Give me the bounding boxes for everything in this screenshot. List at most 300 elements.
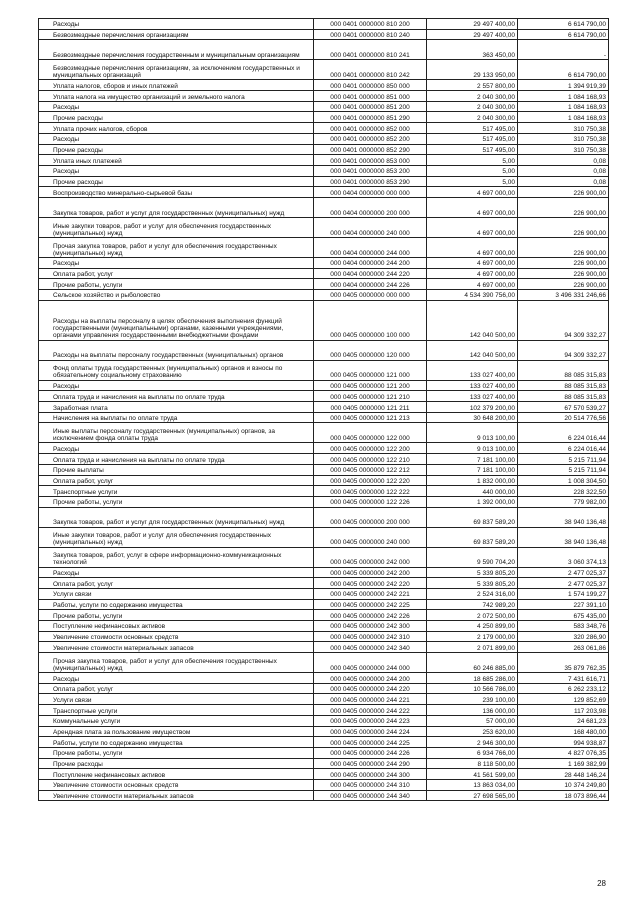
row-approved-cell: 2 072 500,00 [427,610,518,621]
row-approved-cell: 102 379 200,00 [427,402,518,413]
row-code-cell: 000 0405 0000000 244 226 [314,747,427,758]
row-code-cell: 000 0405 0000000 244 200 [314,673,427,684]
row-code-cell: 000 0405 0000000 244 340 [314,790,427,801]
row-approved-cell: 2 071 899,00 [427,642,518,653]
row-name-cell: Прочие расходы [39,176,314,187]
row-approved-cell: 5 339 805,20 [427,567,518,578]
table-row [39,790,609,801]
row-name-cell: Оплата труда и начисления на выплаты по оплате труда [39,391,314,402]
row-name-cell: Услуги связи [39,588,314,599]
row-approved-cell: 142 040 500,00 [427,340,518,360]
row-name-cell: Расходы [39,19,314,30]
row-code-cell: 000 0405 0000000 244 310 [314,779,427,790]
row-code-cell: 000 0405 0000000 122 226 [314,496,427,507]
row-approved-cell: 1 392 000,00 [427,496,518,507]
row-executed-cell: 2 477 025,37 [518,567,609,578]
row-code-cell: 000 0405 0000000 121 200 [314,380,427,391]
row-approved-cell: 253 620,00 [427,726,518,737]
row-approved-cell: 5,00 [427,165,518,176]
row-name-cell: Увеличение стоимости основных средств [39,631,314,642]
row-code-cell: 000 0404 0000000 244 000 [314,237,427,257]
row-name-cell: Закупка товаров, работ и услуг для государственных (муниципальных) нужд [39,197,314,217]
row-name-cell: Арендная плата за пользование имуществом [39,726,314,737]
row-code-cell: 000 0401 0000000 853 290 [314,176,427,187]
row-approved-cell: 60 246 885,00 [427,653,518,673]
row-approved-cell: 7 181 100,00 [427,464,518,475]
budget-table-container [38,18,604,801]
row-approved-cell: 133 027 400,00 [427,380,518,391]
row-code-cell: 000 0405 0000000 244 300 [314,769,427,780]
table-row [39,391,609,402]
row-executed-cell: 6 614 790,00 [518,60,609,80]
table-row [39,779,609,790]
row-code-cell: 000 0404 0000000 244 220 [314,268,427,279]
row-approved-cell: 2 946 300,00 [427,737,518,748]
row-approved-cell: 8 118 500,00 [427,758,518,769]
row-code-cell: 000 0401 0000000 853 000 [314,155,427,166]
row-name-cell: Увеличение стоимости материальных запасов [39,790,314,801]
row-code-cell: 000 0405 0000000 244 290 [314,758,427,769]
row-code-cell: 000 0404 0000000 200 000 [314,197,427,217]
row-name-cell: Расходы [39,567,314,578]
row-code-cell: 000 0401 0000000 810 242 [314,60,427,80]
row-approved-cell: 13 863 034,00 [427,779,518,790]
row-code-cell: 000 0405 0000000 242 221 [314,588,427,599]
row-code-cell: 000 0401 0000000 853 200 [314,165,427,176]
table-row [39,402,609,413]
row-code-cell: 000 0401 0000000 850 000 [314,80,427,91]
row-code-cell: 000 0401 0000000 851 290 [314,112,427,123]
row-executed-cell: 779 982,00 [518,496,609,507]
row-approved-cell: 9 013 100,00 [427,423,518,443]
row-name-cell: Оплата работ, услуг [39,578,314,589]
row-executed-cell: 1 084 168,93 [518,101,609,112]
table-row [39,642,609,653]
row-name-cell: Прочие расходы [39,758,314,769]
table-row [39,144,609,155]
row-code-cell: 000 0405 0000000 200 000 [314,507,427,527]
row-executed-cell: 0,08 [518,176,609,187]
row-name-cell: Поступление нефинансовых активов [39,769,314,780]
table-row [39,496,609,507]
table-row [39,197,609,217]
row-approved-cell: 18 685 286,00 [427,673,518,684]
row-name-cell: Прочая закупка товаров, работ и услуг для обеспечения государственных (муниципальных) нужд [39,237,314,257]
table-row [39,268,609,279]
row-executed-cell: 10 374 249,80 [518,779,609,790]
row-approved-cell: 4 697 000,00 [427,237,518,257]
row-executed-cell: 263 061,86 [518,642,609,653]
row-name-cell: Закупка товаров, работ, услуг в сфере информационно-коммуникационных технологий [39,547,314,567]
row-approved-cell: 5,00 [427,176,518,187]
row-code-cell: 000 0405 0000000 121 213 [314,412,427,423]
table-row [39,290,609,301]
row-code-cell: 000 0405 0000000 242 226 [314,610,427,621]
table-row [39,475,609,486]
row-name-cell: Оплата труда и начисления на выплаты по оплате труда [39,454,314,465]
row-approved-cell: 9 590 704,20 [427,547,518,567]
row-executed-cell: 3 496 331 246,66 [518,290,609,301]
row-executed-cell: 1 169 382,99 [518,758,609,769]
row-code-cell: 000 0405 0000000 120 000 [314,340,427,360]
row-code-cell: 000 0405 0000000 242 340 [314,642,427,653]
table-row [39,300,609,340]
row-code-cell: 000 0405 0000000 100 000 [314,300,427,340]
row-approved-cell: 742 989,20 [427,599,518,610]
row-approved-cell: 29 133 950,00 [427,60,518,80]
row-approved-cell: 1 832 000,00 [427,475,518,486]
row-approved-cell: 517 495,00 [427,133,518,144]
row-name-cell: Заработная плата [39,402,314,413]
table-row [39,694,609,705]
row-code-cell: 000 0404 0000000 240 000 [314,217,427,237]
table-row [39,653,609,673]
row-code-cell: 000 0405 0000000 244 000 [314,653,427,673]
row-code-cell: 000 0405 0000000 242 300 [314,621,427,632]
row-approved-cell: 363 450,00 [427,40,518,60]
row-executed-cell: 6 614 790,00 [518,19,609,30]
table-row [39,133,609,144]
row-approved-cell: 133 027 400,00 [427,360,518,380]
row-name-cell: Работы, услуги по содержанию имущества [39,737,314,748]
table-row [39,340,609,360]
table-row [39,165,609,176]
row-executed-cell: 226 900,00 [518,197,609,217]
row-approved-cell: 440 000,00 [427,486,518,497]
row-name-cell: Иные закупки товаров, работ и услуг для обеспечения государственных (муниципальных) нужд [39,217,314,237]
row-executed-cell: 88 085 315,83 [518,391,609,402]
table-row [39,279,609,290]
table-row [39,527,609,547]
row-executed-cell: 20 514 776,56 [518,412,609,423]
row-code-cell: 000 0405 0000000 122 210 [314,454,427,465]
table-row [39,123,609,134]
row-name-cell: Закупка товаров, работ и услуг для государственных (муниципальных) нужд [39,507,314,527]
row-executed-cell: 675 435,00 [518,610,609,621]
row-name-cell: Расходы [39,443,314,454]
row-approved-cell: 2 040 300,00 [427,91,518,102]
row-name-cell: Прочие расходы [39,112,314,123]
row-executed-cell: 226 900,00 [518,279,609,290]
table-row [39,567,609,578]
row-approved-cell: 29 497 400,00 [427,29,518,40]
row-executed-cell: 35 879 762,35 [518,653,609,673]
row-name-cell: Расходы на выплаты персоналу государственных (муниципальных) органов [39,340,314,360]
table-row [39,758,609,769]
row-code-cell: 000 0405 0000000 244 223 [314,715,427,726]
row-name-cell: Поступление нефинансовых активов [39,621,314,632]
row-executed-cell: 5 215 711,94 [518,464,609,475]
table-row [39,257,609,268]
row-executed-cell: 0,08 [518,165,609,176]
row-executed-cell: 38 940 136,48 [518,507,609,527]
row-code-cell: 000 0405 0000000 122 212 [314,464,427,475]
row-executed-cell: 310 750,38 [518,133,609,144]
row-name-cell: Коммунальные услуги [39,715,314,726]
row-approved-cell: 4 697 000,00 [427,217,518,237]
table-row [39,673,609,684]
row-executed-cell: 94 309 332,27 [518,300,609,340]
table-row [39,464,609,475]
table-row [39,80,609,91]
row-executed-cell: 88 085 315,83 [518,380,609,391]
table-row [39,155,609,166]
table-row [39,621,609,632]
row-executed-cell: 4 827 076,35 [518,747,609,758]
row-name-cell: Услуги связи [39,694,314,705]
row-approved-cell: 69 837 589,20 [427,527,518,547]
row-executed-cell: 1 008 304,50 [518,475,609,486]
row-code-cell: 000 0405 0000000 242 200 [314,567,427,578]
row-approved-cell: 4 697 000,00 [427,279,518,290]
row-name-cell: Расходы на выплаты персоналу в целях обеспечения выполнения функций государственными (муниципальными) органами, казенными учреждениями, органами управления государственными внебюджетными фондами [39,300,314,340]
row-name-cell: Транспортные услуги [39,705,314,716]
table-row [39,631,609,642]
row-approved-cell: 142 040 500,00 [427,300,518,340]
row-approved-cell: 69 837 589,20 [427,507,518,527]
row-approved-cell: 517 495,00 [427,144,518,155]
table-row [39,29,609,40]
row-name-cell: Безвозмездные перечисления организациям, за исключением государственных и муниципальных организаций [39,60,314,80]
row-name-cell: Прочие расходы [39,144,314,155]
row-executed-cell: 1 574 199,27 [518,588,609,599]
row-approved-cell: 41 561 599,00 [427,769,518,780]
row-code-cell: 000 0405 0000000 121 210 [314,391,427,402]
row-code-cell: 000 0405 0000000 000 000 [314,290,427,301]
table-row [39,454,609,465]
row-code-cell: 000 0405 0000000 242 225 [314,599,427,610]
row-code-cell: 000 0405 0000000 242 000 [314,547,427,567]
row-approved-cell: 5,00 [427,155,518,166]
row-code-cell: 000 0401 0000000 810 240 [314,29,427,40]
table-row [39,217,609,237]
row-name-cell: Сельское хозяйство и рыболовство [39,290,314,301]
row-name-cell: Иные закупки товаров, работ и услуг для обеспечения государственных (муниципальных) нужд [39,527,314,547]
row-code-cell: 000 0401 0000000 810 241 [314,40,427,60]
row-code-cell: 000 0405 0000000 121 000 [314,360,427,380]
row-code-cell: 000 0405 0000000 240 000 [314,527,427,547]
table-row [39,486,609,497]
row-name-cell: Увеличение стоимости материальных запасов [39,642,314,653]
row-name-cell: Оплата работ, услуг [39,475,314,486]
row-name-cell: Расходы [39,165,314,176]
row-executed-cell: 226 900,00 [518,237,609,257]
table-row [39,101,609,112]
table-row [39,547,609,567]
row-code-cell: 000 0405 0000000 121 211 [314,402,427,413]
row-executed-cell: 994 938,87 [518,737,609,748]
row-executed-cell: 7 431 616,71 [518,673,609,684]
row-name-cell: Расходы [39,257,314,268]
row-approved-cell: 4 697 000,00 [427,197,518,217]
row-approved-cell: 4 250 899,00 [427,621,518,632]
row-name-cell: Оплата работ, услуг [39,683,314,694]
row-approved-cell: 4 697 000,00 [427,268,518,279]
row-approved-cell: 2 557 800,00 [427,80,518,91]
table-row [39,176,609,187]
row-approved-cell: 57 000,00 [427,715,518,726]
row-executed-cell: 1 084 168,93 [518,91,609,102]
row-code-cell: 000 0405 0000000 122 000 [314,423,427,443]
row-executed-cell: 6 224 016,44 [518,423,609,443]
table-row [39,443,609,454]
table-row [39,40,609,60]
row-code-cell: 000 0401 0000000 852 200 [314,133,427,144]
row-executed-cell: 583 348,76 [518,621,609,632]
row-name-cell: Безвозмездные перечисления государственным и муниципальным организациям [39,40,314,60]
row-executed-cell: 226 900,00 [518,257,609,268]
row-executed-cell: 320 286,90 [518,631,609,642]
table-row [39,769,609,780]
row-name-cell: Прочая закупка товаров, работ и услуг для обеспечения государственных (муниципальных) нужд [39,653,314,673]
row-approved-cell: 27 698 565,00 [427,790,518,801]
row-approved-cell: 136 000,00 [427,705,518,716]
table-body [39,19,609,801]
row-name-cell: Уплата иных платежей [39,155,314,166]
row-name-cell: Расходы [39,133,314,144]
row-name-cell: Увеличение стоимости основных средств [39,779,314,790]
row-name-cell: Иные выплаты персоналу государственных (муниципальных) органов, за исключением фонда оплаты труда [39,423,314,443]
row-executed-cell: 94 309 332,27 [518,340,609,360]
table-row [39,715,609,726]
table-row [39,599,609,610]
row-approved-cell: 29 497 400,00 [427,19,518,30]
row-name-cell: Воспроизводство минерально-сырьевой базы [39,187,314,198]
row-name-cell: Прочие работы, услуги [39,496,314,507]
row-approved-cell: 2 524 316,00 [427,588,518,599]
row-code-cell: 000 0405 0000000 244 225 [314,737,427,748]
row-executed-cell: 67 570 539,27 [518,402,609,413]
row-name-cell: Работы, услуги по содержанию имущества [39,599,314,610]
table-row [39,60,609,80]
row-code-cell: 000 0404 0000000 244 200 [314,257,427,268]
row-executed-cell: 1 394 919,39 [518,80,609,91]
row-approved-cell: 4 697 000,00 [427,257,518,268]
table-row [39,19,609,30]
row-code-cell: 000 0405 0000000 244 220 [314,683,427,694]
row-executed-cell: 117 203,98 [518,705,609,716]
row-code-cell: 000 0401 0000000 851 200 [314,101,427,112]
row-executed-cell: 6 262 233,12 [518,683,609,694]
table-row [39,705,609,716]
row-code-cell: 000 0401 0000000 852 290 [314,144,427,155]
row-executed-cell: 18 073 896,44 [518,790,609,801]
row-name-cell: Расходы [39,673,314,684]
row-name-cell: Уплата налога на имущество организаций и земельного налога [39,91,314,102]
row-approved-cell: 2 179 000,00 [427,631,518,642]
row-name-cell: Расходы [39,101,314,112]
table-row [39,507,609,527]
row-executed-cell: 228 322,50 [518,486,609,497]
row-code-cell: 000 0404 0000000 244 226 [314,279,427,290]
row-name-cell: Безвозмездные перечисления организациям [39,29,314,40]
row-approved-cell: 6 934 766,00 [427,747,518,758]
row-executed-cell: 24 681,23 [518,715,609,726]
row-approved-cell: 2 040 300,00 [427,112,518,123]
row-executed-cell: 6 224 016,44 [518,443,609,454]
row-code-cell: 000 0401 0000000 852 000 [314,123,427,134]
table-row [39,412,609,423]
row-executed-cell: 0,08 [518,155,609,166]
table-row [39,187,609,198]
row-approved-cell: 30 648 200,00 [427,412,518,423]
table-row [39,360,609,380]
row-name-cell: Расходы [39,380,314,391]
row-executed-cell: 310 750,38 [518,123,609,134]
table-row [39,588,609,599]
table-row [39,91,609,102]
row-executed-cell: 227 391,10 [518,599,609,610]
row-executed-cell: - [518,40,609,60]
row-name-cell: Прочие работы, услуги [39,610,314,621]
table-row [39,112,609,123]
row-executed-cell: 310 750,38 [518,144,609,155]
row-approved-cell: 5 339 805,20 [427,578,518,589]
row-executed-cell: 1 084 168,93 [518,112,609,123]
row-name-cell: Уплата налогов, сборов и иных платежей [39,80,314,91]
row-executed-cell: 28 448 146,24 [518,769,609,780]
row-executed-cell: 3 060 374,13 [518,547,609,567]
row-name-cell: Фонд оплаты труда государственных (муниципальных) органов и взносы по обязательному социальному страхованию [39,360,314,380]
row-executed-cell: 226 900,00 [518,217,609,237]
row-executed-cell: 129 852,69 [518,694,609,705]
row-code-cell: 000 0405 0000000 122 220 [314,475,427,486]
row-code-cell: 000 0405 0000000 242 310 [314,631,427,642]
page-number: 28 [597,879,606,888]
row-executed-cell: 2 477 025,37 [518,578,609,589]
row-code-cell: 000 0405 0000000 122 200 [314,443,427,454]
row-approved-cell: 10 566 786,00 [427,683,518,694]
row-name-cell: Прочие выплаты [39,464,314,475]
row-code-cell: 000 0401 0000000 851 000 [314,91,427,102]
row-executed-cell: 38 940 136,48 [518,527,609,547]
row-code-cell: 000 0405 0000000 244 222 [314,705,427,716]
row-approved-cell: 4 534 390 756,00 [427,290,518,301]
row-code-cell: 000 0401 0000000 810 200 [314,19,427,30]
row-name-cell: Прочие работы, услуги [39,279,314,290]
budget-execution-table [38,18,609,801]
row-executed-cell: 168 480,00 [518,726,609,737]
table-row [39,747,609,758]
table-row [39,683,609,694]
row-code-cell: 000 0405 0000000 244 224 [314,726,427,737]
row-name-cell: Уплата прочих налогов, сборов [39,123,314,134]
row-executed-cell: 226 900,00 [518,187,609,198]
row-approved-cell: 133 027 400,00 [427,391,518,402]
row-code-cell: 000 0405 0000000 122 222 [314,486,427,497]
row-name-cell: Начисления на выплаты по оплате труда [39,412,314,423]
row-name-cell: Прочие работы, услуги [39,747,314,758]
row-approved-cell: 517 495,00 [427,123,518,134]
row-code-cell: 000 0405 0000000 244 221 [314,694,427,705]
table-row [39,423,609,443]
row-name-cell: Транспортные услуги [39,486,314,497]
row-executed-cell: 6 614 790,00 [518,29,609,40]
row-code-cell: 000 0405 0000000 242 220 [314,578,427,589]
row-name-cell: Оплата работ, услуг [39,268,314,279]
table-row [39,726,609,737]
row-executed-cell: 88 085 315,83 [518,360,609,380]
row-approved-cell: 7 181 100,00 [427,454,518,465]
row-approved-cell: 239 100,00 [427,694,518,705]
table-row [39,737,609,748]
row-approved-cell: 2 040 300,00 [427,101,518,112]
row-code-cell: 000 0404 0000000 000 000 [314,187,427,198]
row-executed-cell: 5 215 711,94 [518,454,609,465]
row-executed-cell: 226 900,00 [518,268,609,279]
row-approved-cell: 9 013 100,00 [427,443,518,454]
row-approved-cell: 4 697 000,00 [427,187,518,198]
